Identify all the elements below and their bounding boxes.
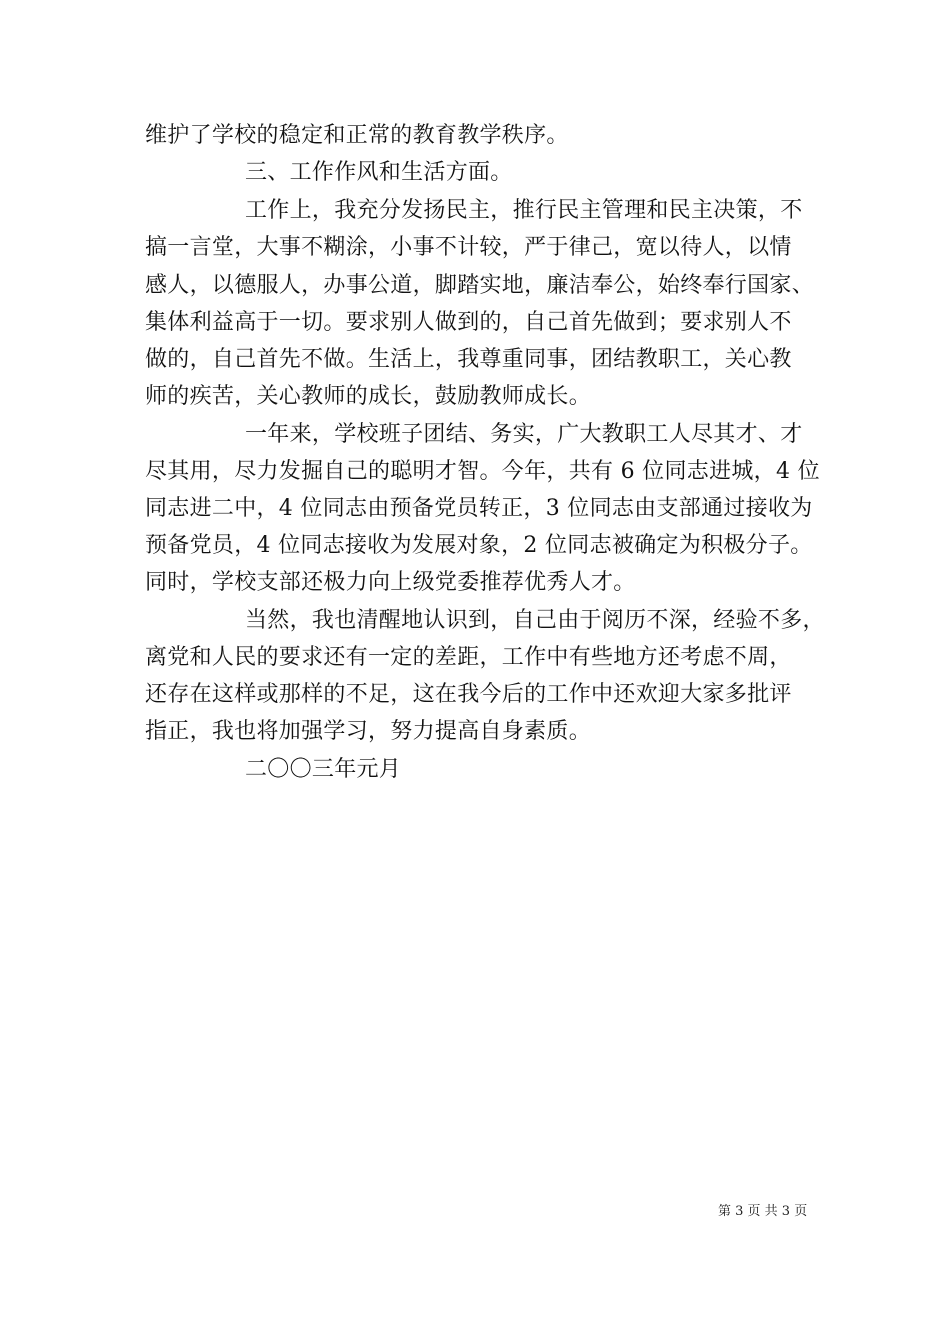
text-line: 同志进二中，4 位同志由预备党员转正，3 位同志由支部通过接收为 — [145, 496, 813, 521]
text-line: 一年来，学校班子团结、务实，广大教职工人尽其才、才 — [245, 422, 803, 447]
text-line: 师的疾苦，关心教师的成长，鼓励教师成长。 — [145, 384, 592, 409]
text-line: 指正，我也将加强学习，努力提高自身素质。 — [145, 719, 592, 744]
text-line: 工作上，我充分发扬民主，推行民主管理和民主决策，不 — [245, 198, 803, 223]
text-line: 预备党员，4 位同志接收为发展对象，2 位同志被确定为积极分子。 — [145, 533, 813, 558]
text-line: 尽其用，尽力发掘自己的聪明才智。今年，共有 6 位同志进城，4 位 — [145, 459, 820, 484]
text-line: 感人，以德服人，办事公道，脚踏实地，廉洁奉公，始终奉行国家、 — [145, 273, 815, 298]
section-heading: 三、工作作风和生活方面。 — [245, 160, 513, 185]
page-number-footer: 第 3 页 共 3 页 — [718, 1204, 808, 1219]
document-date: 二〇〇三年元月 — [245, 757, 402, 782]
text-line: 同时，学校支部还极力向上级党委推荐优秀人才。 — [145, 570, 636, 595]
text-line: 搞一言堂，大事不糊涂，小事不计较，严于律己，宽以待人，以情 — [145, 235, 792, 260]
text-line: 集体利益高于一切。要求别人做到的，自己首先做到；要求别人不 — [145, 310, 792, 335]
text-line: 维护了学校的稳定和正常的教育教学秩序。 — [145, 123, 569, 148]
text-line: 做的，自己首先不做。生活上，我尊重同事，团结教职工，关心教 — [145, 347, 792, 372]
text-line: 离党和人民的要求还有一定的差距，工作中有些地方还考虑不周， — [145, 645, 792, 670]
text-line: 还存在这样或那样的不足，这在我今后的工作中还欢迎大家多批评 — [145, 682, 792, 707]
text-line: 当然，我也清醒地认识到，自己由于阅历不深，经验不多， — [245, 608, 825, 633]
